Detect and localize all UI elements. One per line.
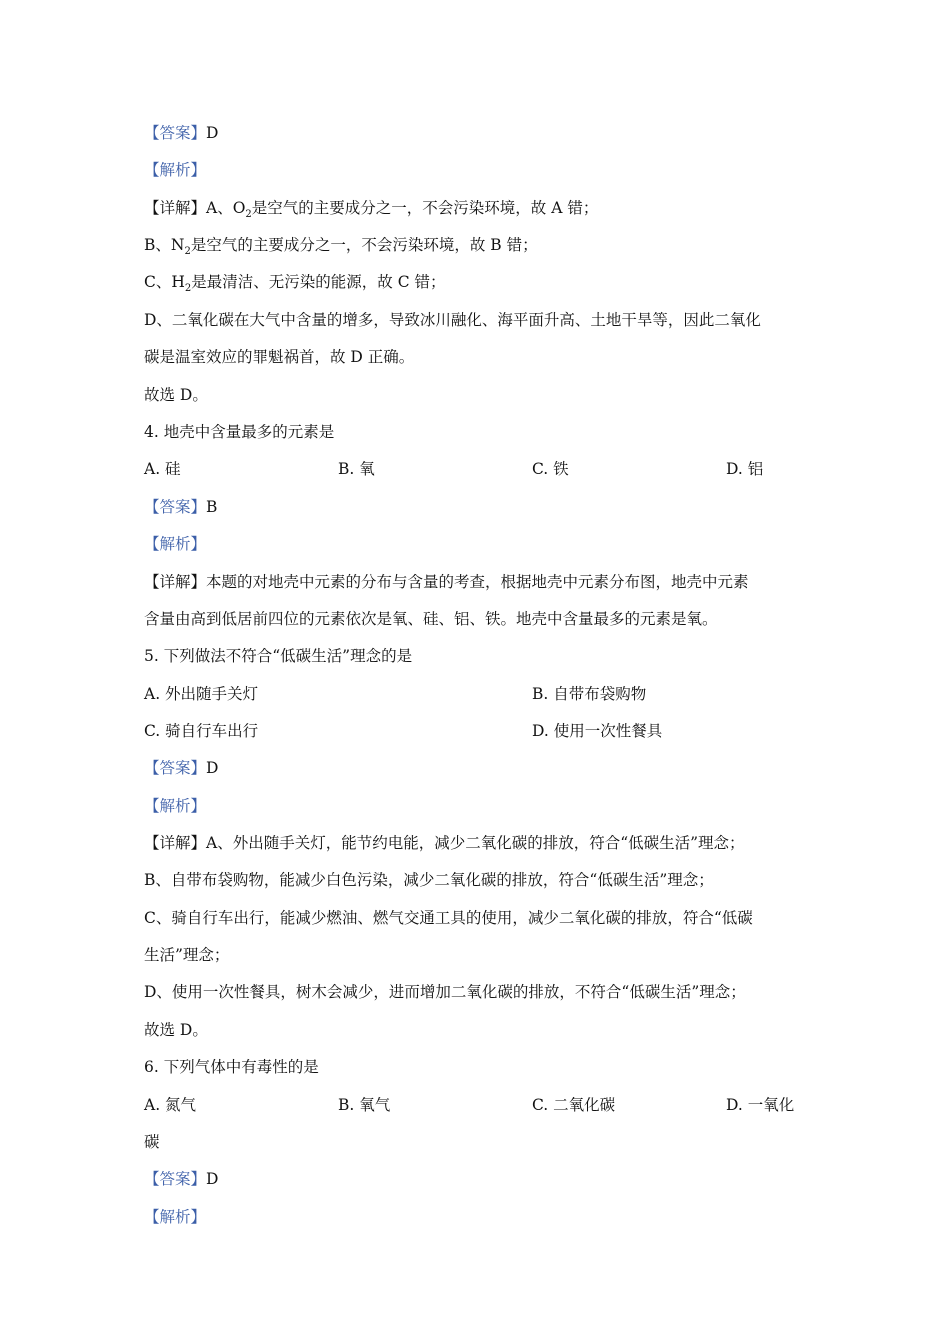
q5-detail-3: C、骑自行车出行，能减少燃油、燃气交通工具的使用，减少二氧化碳的排放，符合“低碳	[144, 909, 753, 927]
q4-option-c: C. 铁	[532, 460, 569, 478]
q3-detail-line-a: 【详解】A、$O_2$是空气的主要成分之一，不会污染环境，故 A 错；	[144, 199, 599, 221]
q4-option-a: A. 硅	[144, 460, 181, 478]
q6-analysis-tag: 【解析】	[144, 1208, 207, 1226]
q3-detail-line-d2: 碳是温室效应的罪魁祸首，故 D 正确。	[144, 348, 415, 366]
q3-detail-line-b: B、$N_2$是空气的主要成分之一，不会污染环境，故 B 错；	[144, 236, 538, 258]
q6-question: 6. 下列气体中有毒性的是	[144, 1058, 319, 1076]
q4-option-b: B. 氧	[338, 460, 375, 478]
q4-answer: 【答案】B	[144, 498, 218, 516]
q4-detail-1: 【详解】本题的对地壳中元素的分布与含量的考查，根据地壳中元素分布图，地壳中元素	[144, 573, 749, 591]
q6-option-a: A. 氮气	[144, 1096, 197, 1114]
q4-option-d: D. 铝	[726, 460, 764, 478]
q4-detail-2: 含量由高到低居前四位的元素依次是氧、硅、铝、铁。地壳中含量最多的元素是氧。	[144, 610, 718, 628]
answer-value: D	[206, 124, 219, 142]
q4-question: 4. 地壳中含量最多的元素是	[144, 423, 335, 441]
q3-detail-line-d1: D、二氧化碳在大气中含量的增多，导致冰川融化、海平面升高、土地干旱等，因此二氧化	[144, 311, 761, 329]
q6-answer: 【答案】D	[144, 1170, 219, 1188]
q5-option-a: A. 外出随手关灯	[144, 685, 259, 703]
q5-detail-2: B、自带布袋购物，能减少白色污染，减少二氧化碳的排放，符合“低碳生活”理念；	[144, 871, 714, 889]
q5-detail-5: D、使用一次性餐具，树木会减少，进而增加二氧化碳的排放，不符合“低碳生活”理念；	[144, 983, 746, 1001]
q3-analysis-tag: 【解析】	[144, 161, 207, 179]
detail-tag: 【详解】	[144, 199, 207, 217]
q5-conclusion: 故选 D。	[144, 1021, 208, 1039]
q5-answer: 【答案】D	[144, 759, 219, 777]
q3-detail-line-c: C、$H_2$是最清洁、无污染的能源，故 C 错；	[144, 273, 446, 295]
q3-conclusion: 故选 D。	[144, 386, 208, 404]
q6-option-d: D. 一氧化	[726, 1096, 795, 1114]
q6-option-d-wrap: 碳	[144, 1133, 160, 1151]
q6-option-c: C. 二氧化碳	[532, 1096, 616, 1114]
q5-option-c: C. 骑自行车出行	[144, 722, 259, 740]
q6-option-b: B. 氧气	[338, 1096, 391, 1114]
q4-analysis-tag: 【解析】	[144, 535, 207, 553]
answer-tag: 【答案】	[144, 124, 207, 142]
q5-detail-4: 生活”理念；	[144, 946, 230, 964]
q5-detail-1: 【详解】A、外出随手关灯，能节约电能，减少二氧化碳的排放，符合“低碳生活”理念；	[144, 834, 745, 852]
q5-analysis-tag: 【解析】	[144, 797, 207, 815]
q5-option-b: B. 自带布袋购物	[532, 685, 647, 703]
q5-question: 5. 下列做法不符合“低碳生活”理念的是	[144, 647, 413, 665]
q5-option-d: D. 使用一次性餐具	[532, 722, 663, 740]
q3-answer	[144, 122, 218, 144]
